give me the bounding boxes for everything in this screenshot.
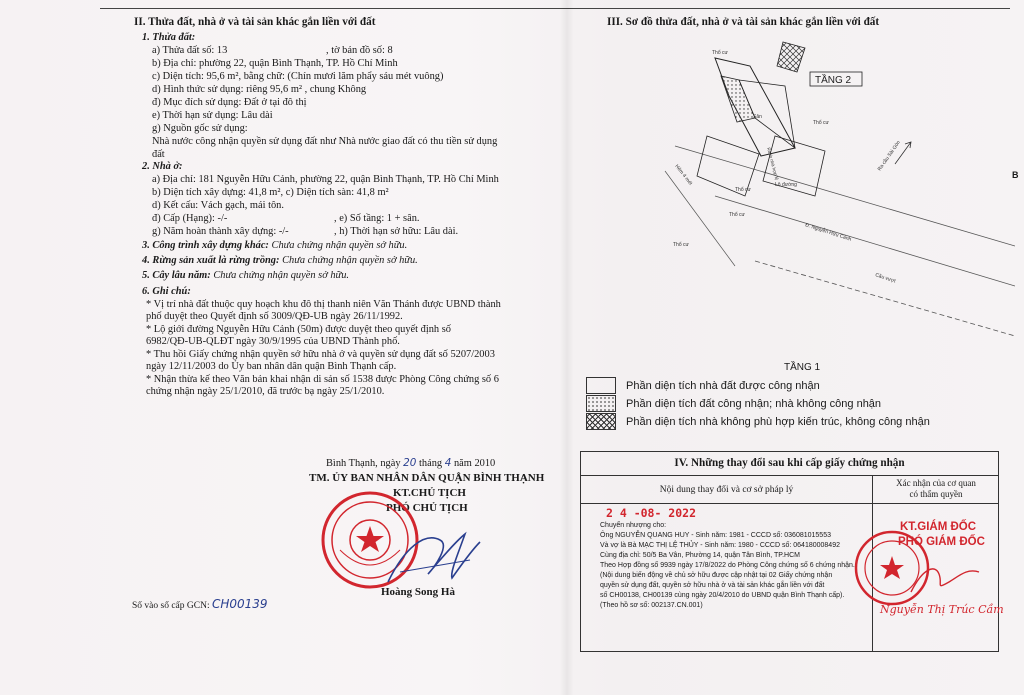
map-label-tho-cu-4: Thổ cư [729, 212, 745, 218]
vice-director-stamp-title: PHÓ GIÁM ĐỐC [898, 536, 985, 548]
other-construction-value: Chưa chứng nhận quyền sở hữu. [271, 240, 408, 251]
registration-value: CH00139 [211, 597, 268, 611]
change-line-2: Ông NGUYỄN QUANG HUY - Sinh năm: 1981 - CCCD số: 036081015553 [600, 532, 831, 539]
edge-mark: B [1012, 170, 1019, 180]
planted-forest-title: 4. Rừng sản xuất là rừng trồng: [142, 255, 280, 266]
vice-chairman-signature [380, 512, 490, 592]
note-1a: * Vị trí nhà đất thuộc quy hoạch khu đô thị thanh niên Văn Thánh được UBND thành [146, 299, 501, 310]
issue-month-label: tháng [419, 458, 443, 469]
change-line-4: Cùng địa chỉ: 50/5 Ba Vân, Phường 14, quận Tân Bình, TP.HCM [600, 552, 800, 559]
floor-2-label: TẦNG 2 [815, 75, 852, 86]
change-line-3: Và vợ là Bà MẠC THỊ LỆ THỦY - Sinh năm: 1980 - CCCD số: 064180008492 [600, 542, 840, 549]
house-structure: d) Kết cấu: Vách gạch, mái tôn. [152, 200, 284, 211]
house-ownership-term: , h) Thời hạn sở hữu: Lâu dài. [334, 226, 459, 237]
issue-day: 20 [403, 457, 417, 469]
signer-on-behalf: KT.CHỦ TỊCH [393, 487, 466, 499]
section-3-title: III. Sơ đồ thửa đất, nhà ở và tài sản khác gắn liền với đất [607, 16, 880, 28]
page-fold [560, 0, 574, 695]
planted-forest [142, 255, 418, 267]
legend-swatch-land-only [586, 395, 616, 412]
site-map [655, 36, 1015, 336]
issuing-authority: TM. ỦY BAN NHÂN DÂN QUẬN BÌNH THẠNH [309, 472, 545, 484]
map-label-lo-duong: Lộ đường [775, 182, 797, 188]
parcel-number: a) Thửa đất số: 13 [152, 45, 228, 56]
house-grade: đ) Cấp (Hạng): -/- [152, 213, 228, 224]
note-1b: phố duyệt theo Quyết định số 3009/QĐ-UB ngày 26/11/1992. [146, 311, 403, 322]
map-label-road: Đ. Nguyễn Hữu Cảnh [804, 222, 852, 243]
signer-name: Hoàng Song Hà [381, 586, 455, 598]
usage-purpose: đ) Mục đích sử dụng: Đất ở tại đô thị [152, 97, 307, 108]
change-line-1: Chuyển nhượng cho: [600, 522, 667, 529]
signer-role: PHÓ CHỦ TỊCH [386, 502, 468, 514]
column-confirmation-1: Xác nhận của cơ quan [896, 478, 976, 488]
section-2-title: II. Thửa đất, nhà ở và tài sản khác gắn liền với đất [134, 16, 376, 28]
changes-table-header [581, 452, 998, 476]
other-construction-title: 3. Công trình xây dựng khác: [142, 240, 269, 251]
section-4-title: IV. Những thay đổi sau khi cấp giấy chứng nhận [674, 457, 905, 469]
change-line-6: (Nội dung biến động về chủ sở hữu được cập nhật tại 02 Giấy chứng nhận [600, 572, 833, 579]
map-label-tho-cu-2: Thổ cư [813, 120, 829, 126]
floor-1-label-text: TẦNG 1 [784, 362, 821, 373]
land-parcel-title: 1. Thửa đất: [142, 32, 196, 43]
notes-title: 6. Ghi chú: [142, 286, 191, 297]
house-area: b) Diện tích xây dựng: 41,8 m², c) Diện tích sàn: 41,8 m² [152, 187, 389, 198]
note-2a: * Lộ giới đường Nguyễn Hữu Cảnh (50m) được duyệt theo quyết định số [146, 324, 451, 335]
change-line-5: Theo Hợp đồng số 9939 ngày 17/8/2022 do Phòng Công chứng số 6 chứng nhận. [600, 562, 855, 569]
map-sheet-number: , tờ bản đồ số: 8 [326, 45, 393, 56]
note-3b: ngày 12/11/2003 do Ủy ban nhân dân quận Bình Thạnh cấp. [146, 361, 397, 372]
house-title: 2. Nhà ở: [142, 161, 183, 172]
issue-year: năm 2010 [453, 458, 496, 469]
map-label-ranh: Ranh nhà hợp lệ [766, 146, 780, 181]
perennial-trees-value: Chưa chứng nhận quyền sở hữu. [213, 270, 349, 281]
note-3a: * Thu hồi Giấy chứng nhận quyền sở hữu nhà ở và quyền sử dụng đất số 5207/2003 [146, 349, 495, 360]
changes-table-columns [581, 475, 998, 504]
parcel-area: c) Diện tích: 95,6 m², bằng chữ: (Chín mươi lăm phẩy sáu mét vuông) [152, 71, 444, 82]
registration-number [132, 598, 268, 612]
legend-swatch-recognized [586, 377, 616, 394]
map-label-cau-vuot: Cầu vượt [874, 272, 897, 285]
perennial-trees [142, 270, 349, 282]
legend-recognized: Phần diện tích nhà đất được công nhận [626, 380, 820, 392]
issue-place: Bình Thạnh, ngày [326, 458, 401, 469]
house-floors: , e) Số tầng: 1 + sân. [334, 213, 420, 224]
legend-land-only: Phần diện tích đất công nhận; nhà không công nhận [626, 398, 882, 410]
map-label-tho-cu-5: Thổ cư [673, 242, 689, 248]
note-4b: chứng nhận ngày 25/1/2010, đã trước bạ ngày 25/1/2010. [146, 386, 385, 397]
usage-origin-text-1: Nhà nước công nhận quyền sử dụng đất như Nhà nước giao đất có thu tiền sử dụng [152, 136, 498, 147]
vice-director-signature [905, 560, 985, 600]
usage-form: d) Hình thức sử dụng: riêng 95,6 m² , chung Không [152, 84, 367, 95]
change-line-7: quyền sử dụng đất, quyền sở hữu nhà ở và tài sản khác gắn liền với đất [600, 582, 825, 589]
note-4a: * Nhận thừa kế theo Văn bản khai nhận di sản số 1538 được Phòng Công chứng số 6 [146, 374, 499, 385]
map-label-tho-cu-1: Thổ cư [712, 50, 728, 56]
usage-origin-text-2: đất [152, 149, 165, 160]
vice-director-name: Nguyễn Thị Trúc Cầm [880, 603, 1004, 616]
other-construction [142, 240, 407, 252]
issue-month: 4 [444, 457, 452, 469]
perennial-trees-title: 5. Cây lâu năm: [142, 270, 211, 281]
map-label-tho-cu-3: Thổ cư [735, 187, 751, 193]
note-2b: 6982/QĐ-UB-QLĐT ngày 30/9/1995 của UBND Thành phố. [146, 336, 400, 347]
director-stamp-title: KT.GIÁM ĐỐC [900, 521, 977, 533]
usage-origin: g) Nguồn gốc sử dụng: [152, 123, 248, 134]
change-line-8: số CH00138, CH00139 cùng ngày 20/4/2010 do UBND quận Bình Thạnh cấp). [600, 592, 845, 599]
map-label-hem: Hẻm 4 mét [673, 163, 694, 187]
map-label-san: Sân [753, 114, 762, 120]
legend-not-recognized: Phần diện tích nhà không phù hợp kiến trúc, không công nhận [626, 416, 930, 428]
issue-date [326, 457, 495, 470]
top-border [100, 8, 1010, 9]
house-address: a) Địa chỉ: 181 Nguyễn Hữu Cảnh, phường 22, quận Bình Thạnh, TP. Hồ Chí Minh [152, 174, 499, 185]
usage-term: e) Thời hạn sử dụng: Lâu dài [152, 110, 273, 121]
planted-forest-value: Chưa chứng nhận quyền sở hữu. [282, 255, 418, 266]
house-year-built: g) Năm hoàn thành xây dựng: -/- [152, 226, 289, 237]
change-line-9: (Theo hồ sơ số: 002137.CN.001) [600, 602, 703, 609]
legend-swatch-not-recognized [586, 413, 616, 430]
map-label-ra-cau: Ra cầu Sài Gòn [876, 139, 902, 173]
column-confirmation-2: có thẩm quyền [909, 489, 963, 499]
column-change-content: Nội dung thay đổi và cơ sở pháp lý [659, 485, 794, 495]
change-date-stamp: 2 4 -08- 2022 [606, 506, 697, 520]
parcel-address: b) Địa chỉ: phường 22, quận Bình Thạnh, TP. Hồ Chí Minh [152, 58, 398, 69]
registration-label: Số vào sổ cấp GCN: [132, 601, 210, 611]
